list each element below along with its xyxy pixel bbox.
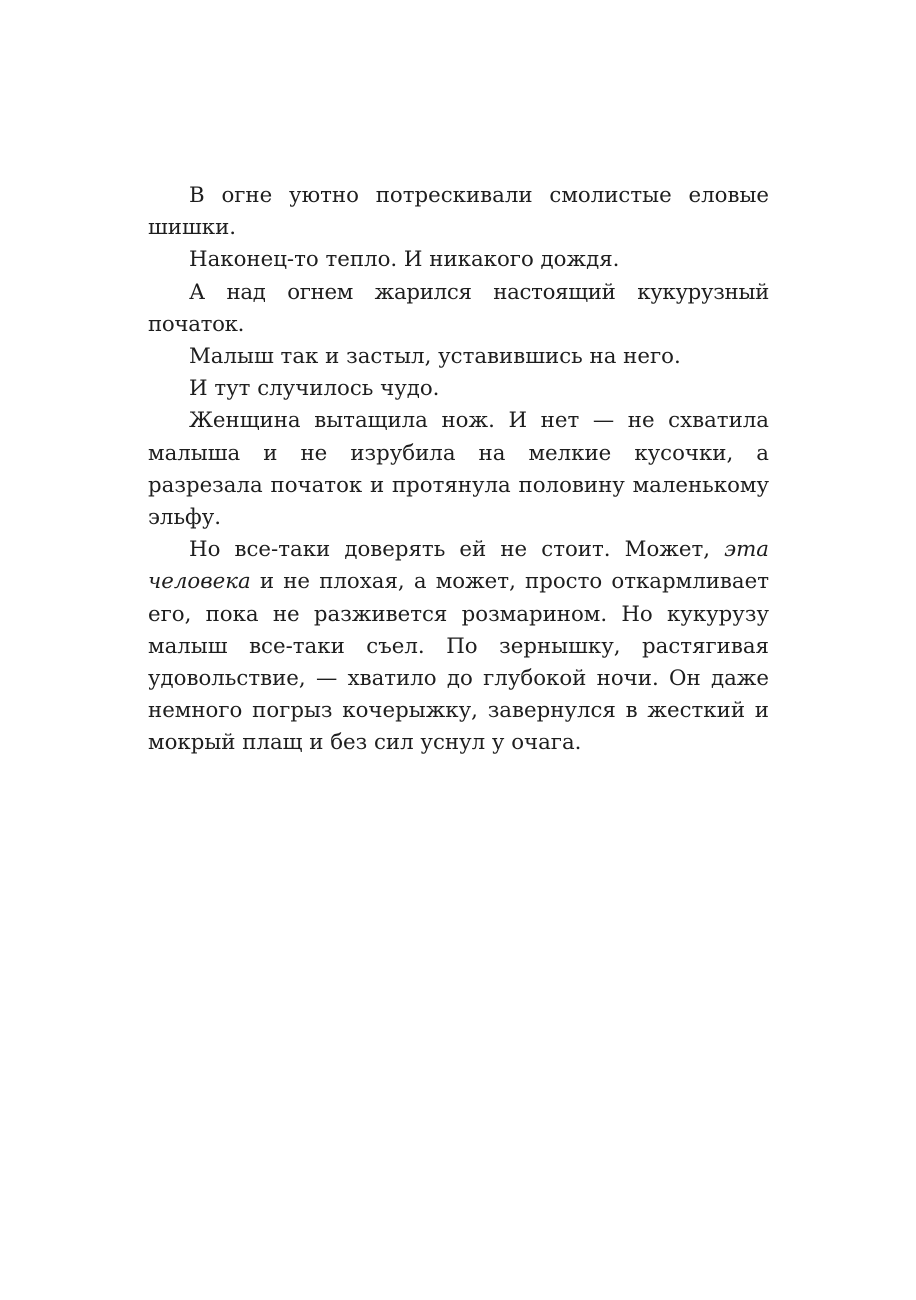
paragraph: Малыш так и застыл, уставившись на него.: [189, 344, 681, 370]
paragraph: В огне уютно потрескивали смолистые еловые шишки.: [148, 183, 769, 241]
paragraph-with-italic: [148, 534, 769, 759]
paragraph: И тут случилось чудо.: [189, 376, 440, 402]
page-text: [148, 180, 769, 760]
paragraph: Наконец-то тепло. И никакого дождя.: [189, 247, 620, 273]
text-run: и не плохая, а может, просто откармливает его, пока не разживется розмарином. Но кукурузу малыш все-таки съел. По зернышку, растягивая удовольствие, — хватило до глубокой ночи. Он даже немного погрыз кочерыжку, завернулся в жесткий и мокрый плащ и без сил уснул у очага.: [148, 569, 769, 756]
paragraph: Женщина вытащила нож. И нет — не схватила малыша и не изрубила на мелкие кусочки, а разрезала початок и протянула половину маленькому эльфу.: [148, 408, 769, 531]
paragraph: А над огнем жарился настоящий кукурузный початок.: [148, 279, 769, 337]
italic-phrase: эта человека: [148, 537, 769, 595]
text-run: Но все-таки доверять ей не стоит. Может,: [189, 537, 725, 563]
